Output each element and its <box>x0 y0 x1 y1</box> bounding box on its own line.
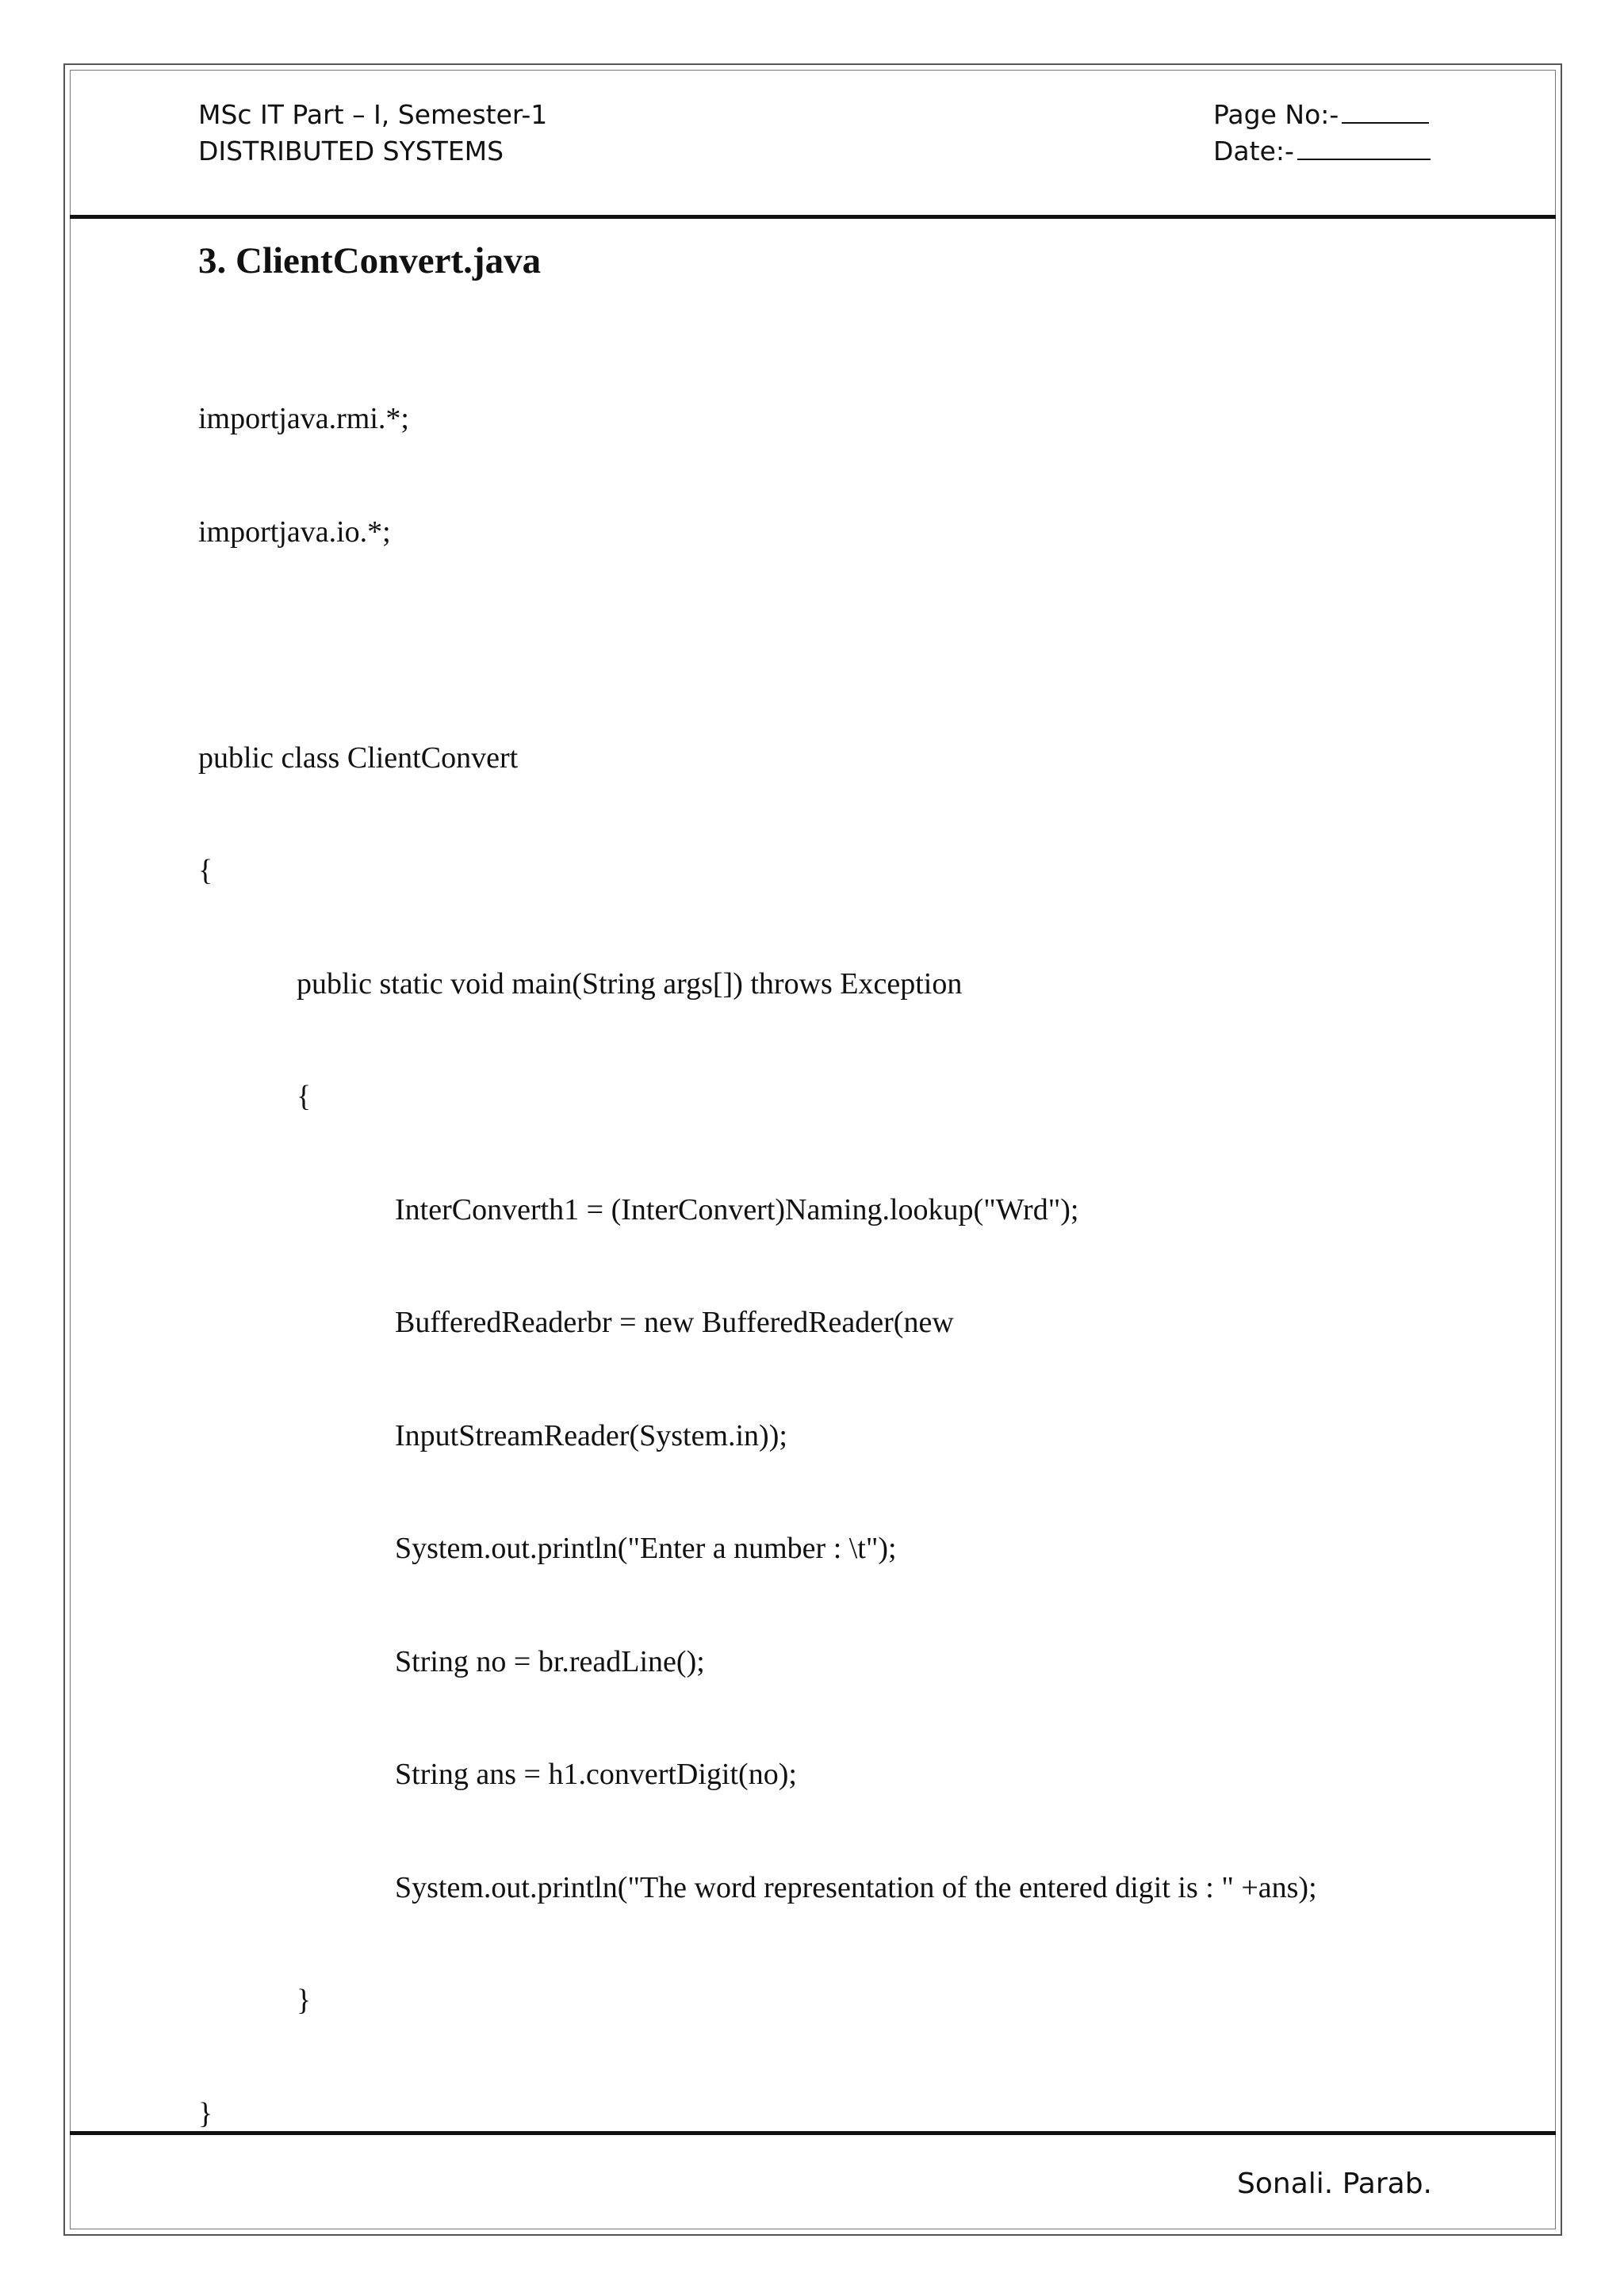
code-line: BufferedReaderbr = new BufferedReader(new <box>395 1306 954 1339</box>
code-line: public class ClientConvert <box>198 740 519 775</box>
code-line: importjava.io.*; <box>198 515 391 549</box>
program-title: 3. ClientConvert.java <box>198 240 542 281</box>
date-field <box>1213 133 1431 170</box>
page-number-field <box>1213 97 1431 133</box>
code-line: { <box>297 1080 312 1113</box>
code-listing <box>198 325 1317 2171</box>
code-line: } <box>297 1984 312 2017</box>
code-line: InterConverth1 = (InterConvert)Naming.lookup("Wrd"); <box>395 1192 1079 1226</box>
header-subject: DISTRIBUTED SYSTEMS <box>198 136 504 166</box>
code-line: importjava.rmi.*; <box>198 402 409 435</box>
header-course-info <box>198 97 547 170</box>
code-line: System.out.println("Enter a number : \t"); <box>395 1532 897 1565</box>
code-line: System.out.println("The word representation of the entered digit is : " +ans); <box>395 1870 1317 1904</box>
code-blank-line <box>198 626 1317 664</box>
header-page-info <box>1213 97 1431 170</box>
header-course: MSc IT Part – I, Semester-1 <box>198 99 548 130</box>
date-blank <box>1297 133 1431 160</box>
header-divider <box>70 215 1556 219</box>
page-number-blank <box>1342 97 1429 124</box>
code-line: { <box>198 854 213 887</box>
code-line: String ans = h1.convertDigit(no); <box>395 1758 797 1791</box>
date-label: Date:- <box>1213 136 1294 166</box>
page-number-label: Page No:- <box>1213 99 1339 130</box>
code-line: InputStreamReader(System.in)); <box>395 1418 787 1452</box>
code-line: public static void main(String args[]) throws Exception <box>297 966 963 1001</box>
footer-author: Sonali. Parab. <box>1237 2168 1432 2200</box>
code-line: } <box>198 2096 213 2130</box>
code-line: String no = br.readLine(); <box>395 1644 705 1678</box>
